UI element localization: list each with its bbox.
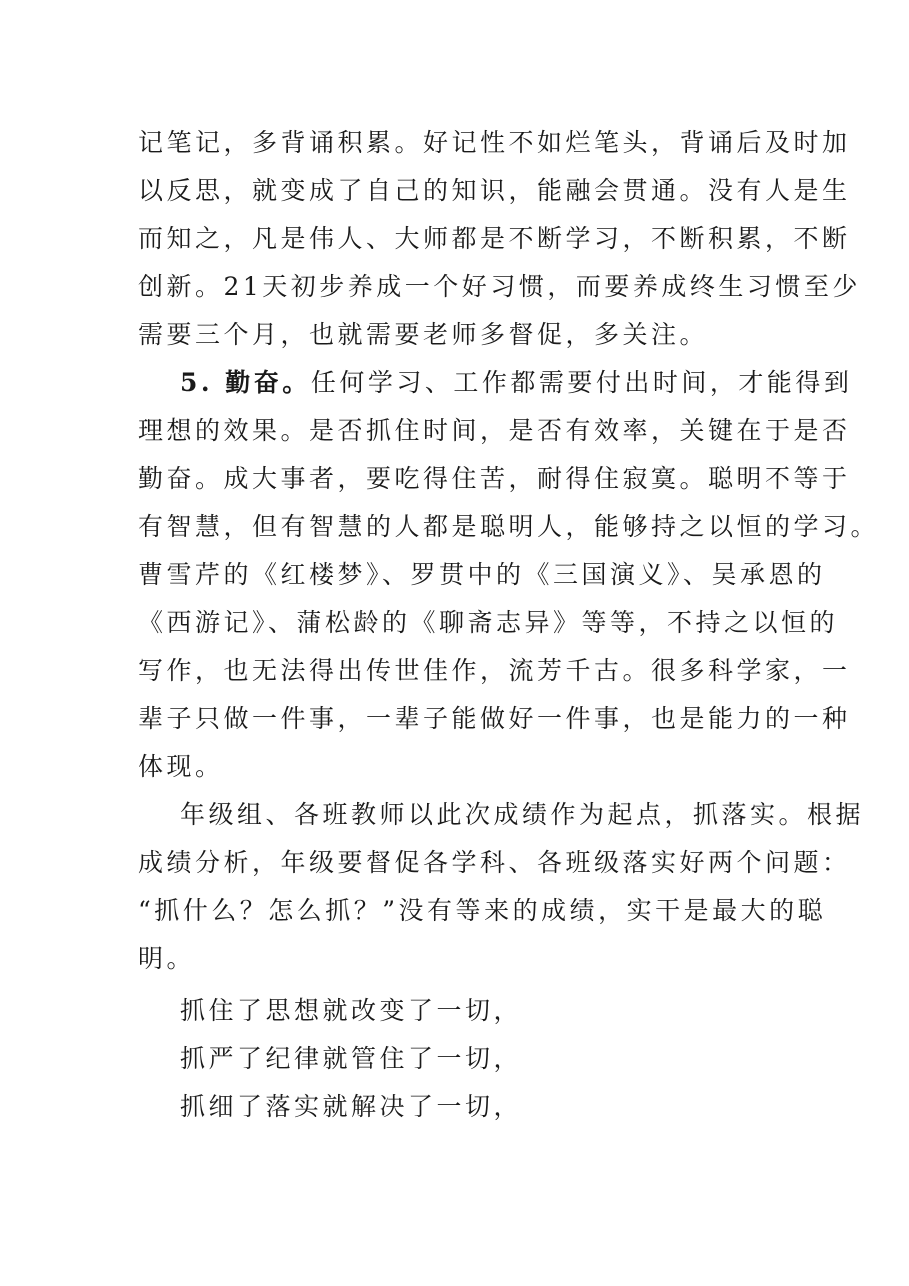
paragraph-1-line-3: 而知之，凡是伟人、大师都是不断学习，不断积累，不断	[138, 224, 851, 253]
slogan-line-3: 抓细了落实就解决了一切，	[180, 1092, 523, 1121]
slogan-line-1: 抓住了思想就改变了一切，	[180, 996, 523, 1025]
paragraph-2-line-6: 《西游记》、蒲松龄的《聊斋志异》等等，不持之以恒的	[138, 608, 839, 637]
paragraph-2-line-5: 曹雪芹的《红楼梦》、罗贯中的《三国演义》、吴承恩的	[138, 560, 826, 589]
paragraph-2-line-1	[180, 367, 852, 399]
paragraph-1-line-5: 需要三个月，也就需要老师多督促，多关注。	[138, 320, 709, 349]
paragraph-2-line-9: 体现。	[138, 752, 224, 781]
section-heading: 5. 勤奋。	[180, 368, 311, 397]
paragraph-2-line-2: 理想的效果。是否抓住时间，是否有效率，关键在于是否	[138, 416, 851, 445]
paragraph-3-line-2: 成绩分析，年级要督促各学科、各班级落实好两个问题：	[138, 848, 851, 877]
paragraph-1-line-2: 以反思，就变成了自己的知识，能融会贯通。没有人是生	[138, 176, 851, 205]
paragraph-1-line-4: 创新。21天初步养成一个好习惯，而要养成终生习惯至少	[138, 272, 861, 301]
paragraph-2-line-7: 写作，也无法得出传世佳作，流芳千古。很多科学家，一	[138, 656, 851, 685]
paragraph-3-line-4: 明。	[138, 944, 196, 973]
paragraph-3-line-3: “抓什么？怎么抓？”没有等来的成绩，实干是最大的聪	[138, 896, 827, 925]
paragraph-2-line-3: 勤奋。成大事者，要吃得住苦，耐得住寂寞。聪明不等于	[138, 464, 851, 493]
paragraph-1-line-1: 记笔记，多背诵积累。好记性不如烂笔头，背诵后及时加	[138, 128, 851, 157]
paragraph-2-first-line-text: 任何学习、工作都需要付出时间，才能得到	[310, 368, 853, 397]
paragraph-2-line-8: 辈子只做一件事，一辈子能做好一件事，也是能力的一种	[138, 704, 851, 733]
slogan-line-2: 抓严了纪律就管住了一切，	[180, 1044, 523, 1073]
paragraph-2-line-4: 有智慧，但有智慧的人都是聪明人，能够持之以恒的学习。	[138, 512, 880, 541]
paragraph-3-line-1: 年级组、各班教师以此次成绩作为起点，抓落实。根据	[180, 800, 865, 829]
